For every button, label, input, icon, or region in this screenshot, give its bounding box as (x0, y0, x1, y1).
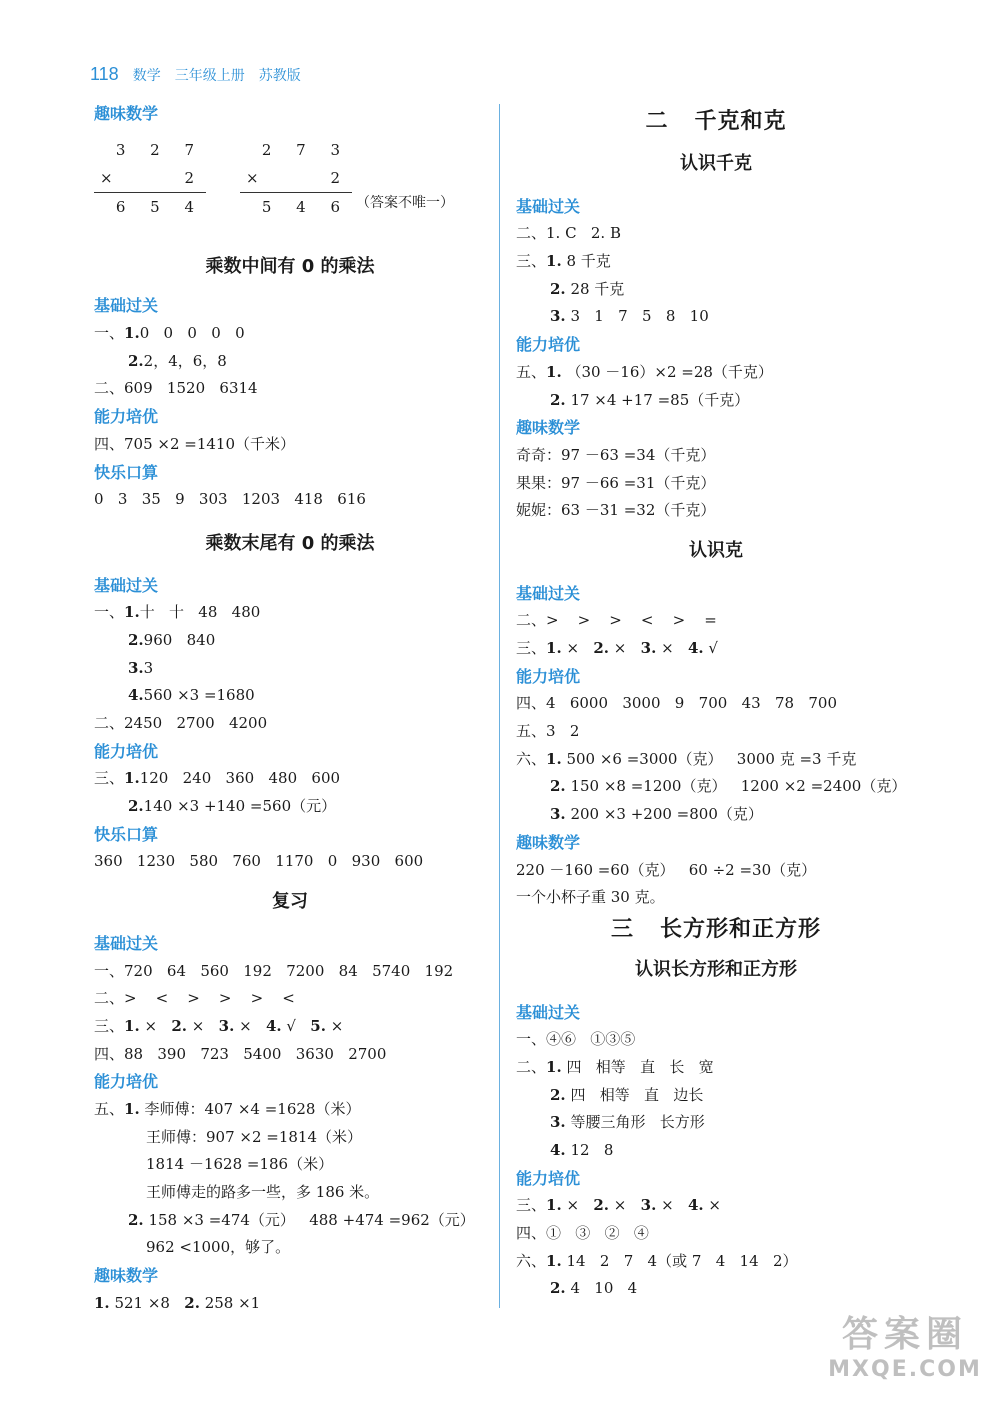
category-fun-math: 趣味数学 (94, 1266, 159, 1286)
answer-line: 五、3 2 (516, 722, 580, 741)
answer-text: × (656, 1196, 688, 1215)
answer-text: × (187, 1016, 219, 1035)
item-number: 1. (546, 362, 562, 381)
question-label: 一、 (94, 324, 125, 343)
item-number: 2. (593, 1196, 609, 1215)
answer-text: 560 ×3 =1680 (143, 686, 255, 705)
spacer (94, 876, 486, 888)
answer-text: 960 840 (143, 630, 216, 649)
answer-line (516, 276, 916, 304)
category-basic: 基础过关 (516, 583, 581, 603)
answer-text: × (325, 1016, 344, 1035)
answer-line: 962 <1000，够了。 (146, 1238, 291, 1257)
item-number: 1. (94, 1293, 110, 1312)
multiplier: 2 (184, 168, 204, 187)
item-number: 2. (128, 630, 144, 649)
answer-line (94, 1096, 486, 1124)
watermark-logo (820, 1313, 990, 1393)
answer-line: 二、609 1520 6314 (94, 379, 258, 398)
times-sign: × (246, 168, 259, 187)
answer-text: √ (703, 639, 718, 657)
answer-line: 四、705 ×2 =1410（千米） (94, 434, 296, 453)
subject: 数学 (132, 68, 161, 84)
answer-line (94, 682, 486, 710)
question-label: 三、 (516, 1196, 547, 1215)
answer-line (516, 303, 916, 331)
answer-line: 二、2450 2700 4200 (94, 714, 268, 732)
answer-text: 四 相等 直 边长 (565, 1085, 704, 1104)
answer-line (516, 1248, 916, 1276)
category-fun-math: 趣味数学 (516, 832, 581, 852)
answer-text: 李师傅：407 ×4 =1628（米） (139, 1099, 361, 1118)
multiplication-examples (94, 128, 486, 253)
chapter-title: 二 千克和克 (645, 109, 787, 134)
item-number: 2. (550, 1279, 566, 1298)
item-number: 1. (124, 1016, 140, 1035)
answer-text: 3 1 7 5 8 10 (565, 307, 709, 326)
answer-text: 8 千克 (561, 252, 611, 271)
multiplicand: 3 2 7 (115, 140, 204, 159)
item-number: 1. (124, 603, 140, 622)
answer-line: 二、1. C 2. B (516, 224, 621, 243)
spacer (516, 525, 916, 537)
answer-note: （答案不唯一） (356, 194, 454, 211)
item-number: 1. (546, 1251, 562, 1270)
item-number: 2. (550, 279, 566, 298)
answer-text: × (656, 639, 688, 657)
category-ability: 能力培优 (94, 741, 159, 761)
spacer (516, 984, 916, 999)
answer-text: （30 －16）×2 =28（千克） (561, 362, 773, 381)
category-oral: 快乐口算 (94, 462, 159, 482)
answer-line (516, 1082, 916, 1110)
item-number: 2. (171, 1016, 187, 1035)
answer-text: × (609, 639, 641, 657)
item-number: 4. (687, 1196, 704, 1215)
answer-text: 0 0 0 0 0 (139, 324, 245, 343)
product: 5 4 6 (240, 192, 352, 221)
answer-line: 王师傅走的路多一些，多 186 米。 (146, 1183, 380, 1201)
answer-line: 一个小杯子重 30 克。 (516, 888, 665, 907)
answer-line: 四、88 390 723 5400 3630 2700 (94, 1044, 387, 1063)
answer-line: 奇奇：97 －63 =34（千克） (516, 445, 716, 464)
grade: 三年级上册 (174, 68, 245, 84)
item-number: 2. (128, 351, 144, 370)
answer-line: 360 1230 580 760 1170 0 930 600 (94, 852, 424, 871)
answer-text: 四 相等 直 长 宽 (561, 1057, 714, 1076)
answer-text: 3 (143, 658, 154, 677)
spacer (94, 514, 486, 530)
item-number: 4. (128, 686, 144, 705)
answer-line (516, 387, 916, 415)
answer-text: 14 2 7 4（或 7 4 14 2） (561, 1251, 798, 1270)
answer-line (516, 1275, 916, 1303)
answer-line (516, 773, 916, 801)
answer-line (516, 1054, 916, 1082)
item-number: 3. (550, 1113, 566, 1132)
page-header (90, 64, 301, 90)
answer-line (94, 1290, 486, 1318)
answer-line: 四、4 6000 3000 9 700 43 78 700 (516, 694, 837, 713)
answer-text: × (139, 1016, 172, 1035)
answer-line: 妮妮：63 －31 =32（千克） (516, 501, 716, 520)
question-label: 六、 (516, 1251, 547, 1270)
item-number: 4. (265, 1016, 282, 1035)
chapter-title: 三 长方形和正方形 (611, 916, 821, 942)
answer-text: 4 10 4 (565, 1279, 638, 1298)
section-title: 复习 (272, 891, 308, 913)
answer-line (516, 1192, 916, 1220)
answer-line (516, 248, 916, 276)
section-title: 乘数末尾有 0 的乘法 (205, 532, 375, 554)
category-ability: 能力培优 (516, 335, 581, 355)
item-number: 2. (550, 777, 566, 796)
page-number: 118 (90, 64, 119, 84)
category-fun-math: 趣味数学 (94, 104, 159, 123)
category-oral: 快乐口算 (94, 824, 159, 844)
item-number: 2. (184, 1293, 200, 1312)
answer-text: 140 ×3 +140 =560（元） (143, 797, 337, 816)
category-ability: 能力培优 (516, 666, 581, 686)
section-title: 认识长方形和正方形 (635, 958, 797, 980)
category-basic: 基础过关 (94, 296, 159, 316)
multiplier: 2 (330, 168, 350, 187)
answer-line (94, 793, 486, 821)
answer-text: 2，4，6，8 (143, 351, 227, 370)
answer-line: 四、① ③ ② ④ (516, 1224, 649, 1243)
answer-line (94, 627, 486, 655)
spacer (94, 916, 486, 930)
answer-text: 120 240 360 480 600 (139, 769, 341, 788)
answer-text: × (609, 1196, 641, 1215)
vertical-multiplication-a (94, 136, 206, 221)
vertical-multiplication-b (240, 136, 352, 221)
answer-line (516, 359, 916, 387)
edition: 苏教版 (258, 68, 301, 84)
watermark-url: MXQE.COM (828, 1357, 982, 1382)
answer-line: 0 3 35 9 303 1203 418 616 (94, 490, 366, 509)
answer-text: × (561, 1196, 594, 1215)
answer-line (94, 1207, 486, 1235)
answer-line: 王师傅：907 ×2 =1814（米） (146, 1127, 363, 1146)
question-label: 五、 (94, 1099, 125, 1118)
item-number: 1. (546, 1196, 562, 1215)
right-column (516, 100, 916, 1303)
answer-line: 二、> < > > > < (94, 989, 295, 1008)
item-number: 1. (546, 639, 562, 657)
item-number: 1. (124, 1099, 140, 1118)
item-number: 1. (546, 749, 562, 768)
answer-line: 220 －160 =60（克） 60 ÷2 =30（克） (516, 860, 817, 879)
category-basic: 基础过关 (94, 933, 159, 953)
spacer (94, 558, 486, 572)
item-number: 1. (124, 769, 140, 788)
item-number: 2. (550, 1085, 566, 1104)
answer-text: 258 ×1 (199, 1293, 261, 1312)
section-title: 乘数中间有 0 的乘法 (205, 255, 375, 277)
item-number: 3. (218, 1016, 235, 1035)
item-number: 3. (640, 639, 657, 657)
answer-line: 果果：97 －66 =31（千克） (516, 473, 716, 492)
question-label: 三、 (94, 1016, 125, 1035)
spacer (516, 178, 916, 193)
answer-text: 150 ×8 =1200（克） 1200 ×2 =2400（克） (565, 777, 907, 796)
section-title: 认识克 (689, 539, 743, 561)
item-number: 4. (687, 639, 704, 657)
answer-text: × (561, 639, 594, 657)
answer-line (94, 320, 486, 348)
category-ability: 能力培优 (94, 1072, 159, 1092)
spacer (516, 565, 916, 580)
answer-line (94, 348, 486, 376)
spacer (516, 140, 916, 150)
answer-line (516, 1109, 916, 1137)
item-number: 2. (128, 1210, 144, 1229)
spacer (94, 280, 486, 292)
answer-text: 158 ×3 =474（元） 488 +474 =962（元） (143, 1210, 475, 1229)
question-label: 三、 (516, 252, 547, 271)
section-title: 认识千克 (680, 153, 752, 174)
answer-text: 十 十 48 480 (139, 603, 261, 622)
item-number: 2. (550, 390, 566, 409)
category-basic: 基础过关 (516, 196, 581, 216)
multiplicand: 2 7 3 (261, 140, 350, 159)
answer-text: 500 ×6 =3000（克） 3000 克 =3 千克 (561, 749, 857, 768)
answer-line: 1814 －1628 =186（米） (146, 1155, 334, 1174)
question-label: 五、 (516, 362, 547, 381)
left-column (94, 100, 486, 1317)
item-number: 3. (128, 658, 144, 677)
multiplier-row (94, 164, 206, 192)
category-fun-math: 趣味数学 (516, 418, 581, 438)
category-ability: 能力培优 (516, 1168, 581, 1188)
answer-line (94, 655, 486, 683)
watermark-text: 答案圈 (841, 1314, 968, 1355)
item-number: 3. (550, 307, 566, 326)
answer-line (94, 599, 486, 627)
answer-text: 521 ×8 (109, 1293, 185, 1312)
item-number: 1. (546, 252, 562, 271)
times-sign: × (100, 168, 113, 187)
question-label: 一、 (94, 603, 125, 622)
spacer (516, 948, 916, 956)
answer-text: × (234, 1016, 266, 1035)
answer-line: 一、④⑥ ①③⑤ (516, 1030, 636, 1049)
question-label: 三、 (516, 639, 547, 657)
question-label: 六、 (516, 749, 547, 768)
answer-line (516, 801, 916, 829)
item-number: 3. (550, 805, 566, 824)
answer-text: 28 千克 (565, 279, 625, 298)
item-number: 2. (128, 797, 144, 816)
item-number: 3. (640, 1196, 657, 1215)
answer-line: 二、> > > < > = (516, 611, 717, 630)
category-basic: 基础过关 (516, 1002, 581, 1022)
multiplier-row (240, 164, 352, 192)
answer-line (516, 746, 916, 774)
answer-line (94, 1013, 486, 1041)
answer-text: × (703, 1196, 721, 1215)
question-label: 二、 (516, 1057, 547, 1076)
category-ability: 能力培优 (94, 407, 159, 427)
answer-text: 200 ×3 +200 =800（克） (565, 805, 763, 824)
question-label: 三、 (94, 769, 125, 788)
item-number: 5. (310, 1016, 326, 1035)
answer-text: 等腰三角形 长方形 (565, 1113, 705, 1132)
category-basic: 基础过关 (94, 575, 159, 595)
answer-text: 12 8 (565, 1141, 614, 1159)
column-divider (499, 104, 500, 1308)
item-number: 4. (550, 1141, 566, 1159)
answer-text: √ (281, 1016, 311, 1035)
answer-line (516, 1137, 916, 1165)
answer-text: 17 ×4 +17 =85（千克） (565, 390, 750, 409)
item-number: 1. (124, 324, 140, 343)
answer-line (94, 765, 486, 793)
product: 6 5 4 (94, 192, 206, 221)
item-number: 2. (593, 639, 609, 657)
answer-line: 一、720 64 560 192 7200 84 5740 192 (94, 961, 454, 980)
answer-line (516, 635, 916, 663)
item-number: 1. (546, 1057, 562, 1076)
